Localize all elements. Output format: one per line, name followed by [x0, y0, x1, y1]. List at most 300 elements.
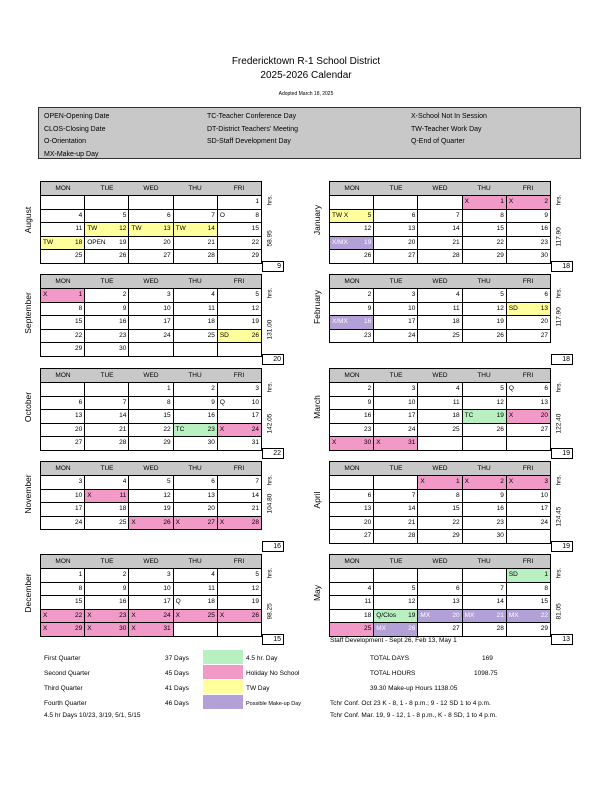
day-number: 8 [78, 304, 83, 312]
day-number: 19 [251, 318, 260, 325]
day-cell [330, 383, 374, 396]
day-number: 3 [411, 291, 416, 298]
day-cell [218, 316, 261, 329]
day-cell [129, 397, 173, 410]
day-cell [463, 490, 507, 503]
day-number: 18 [119, 505, 127, 512]
day-number: 4 [455, 291, 460, 298]
day-cell [218, 330, 261, 343]
day-cell [85, 303, 129, 316]
legend-item: CLOS-Closing Date [44, 125, 106, 133]
day-number: 9 [367, 304, 372, 312]
weekday-label: TUE [389, 558, 403, 565]
day-cell [85, 289, 129, 302]
day-cell [174, 503, 218, 516]
week-row [41, 343, 261, 356]
day-cell [218, 503, 261, 516]
week-row [41, 610, 261, 624]
day-number: 12 [251, 584, 260, 592]
day-number: 2 [367, 291, 372, 298]
day-cell [418, 303, 462, 316]
day-number: 8 [544, 584, 549, 592]
day-number: 18 [207, 598, 215, 605]
week-row [41, 410, 261, 424]
day-cell [85, 610, 129, 623]
day-cell [374, 569, 418, 582]
day-cell [41, 237, 85, 250]
day-cell [330, 289, 374, 302]
day-cell [218, 237, 261, 250]
day-cell [418, 490, 462, 503]
month-days-total: 13 [551, 634, 573, 645]
day-number: 7 [211, 211, 215, 219]
weekday-label: THU [477, 558, 491, 565]
hours-unit-label: hrs. [555, 287, 563, 299]
day-number: 24 [74, 518, 83, 526]
day-cell [129, 196, 173, 209]
day-number: 18 [74, 238, 83, 246]
day-number: 15 [163, 412, 171, 419]
day-cell [374, 196, 418, 209]
day-cell [85, 223, 129, 236]
day-number: 12 [119, 225, 127, 232]
day-cell [374, 530, 418, 543]
day-code: X [508, 412, 514, 419]
day-cell [129, 503, 173, 516]
day-cell [507, 210, 550, 223]
weekday-label: THU [188, 278, 202, 285]
day-number: 5 [255, 291, 260, 298]
day-number: 21 [207, 238, 215, 246]
day-cell [374, 383, 418, 396]
day-cell [374, 330, 418, 343]
quarter-label: Second Quarter [44, 670, 90, 677]
hours-unit-label: hrs. [555, 567, 563, 579]
day-code: SD [508, 571, 518, 578]
day-number: 26 [408, 625, 416, 632]
day-cell [85, 316, 129, 329]
day-code: X [43, 625, 48, 632]
day-cell [129, 383, 173, 396]
day-number: 13 [540, 398, 549, 406]
swatch-tw-day [203, 680, 243, 694]
week-row [41, 303, 261, 317]
day-number: 19 [496, 412, 504, 419]
day-cell [41, 343, 85, 356]
day-cell [218, 210, 261, 223]
day-cell [463, 503, 507, 516]
day-cell [129, 237, 173, 250]
day-number: 4 [78, 211, 83, 219]
day-cell [41, 196, 85, 209]
day-cell [418, 237, 462, 250]
week-row [41, 237, 261, 251]
week-row [41, 383, 261, 397]
weekday-label: TUE [100, 372, 114, 379]
day-code: MX [508, 611, 519, 619]
weekday-label: MON [55, 465, 71, 472]
day-code: Q [175, 598, 181, 605]
weekday-label: WED [143, 278, 159, 285]
day-cell [374, 210, 418, 223]
day-number: 29 [74, 625, 83, 632]
day-code: TW [175, 225, 186, 232]
day-number: 18 [363, 611, 372, 619]
day-number: 10 [408, 304, 416, 312]
hours-unit-label: hrs. [555, 474, 563, 486]
day-cell [85, 343, 129, 356]
calendar-year-title: 2025-2026 Calendar [260, 70, 352, 81]
day-cell [507, 476, 550, 489]
day-cell [507, 610, 550, 623]
day-number: 19 [251, 598, 260, 605]
day-number: 5 [367, 211, 372, 219]
day-cell [463, 223, 507, 236]
day-cell [41, 424, 85, 437]
month-table [40, 274, 262, 357]
day-cell [374, 303, 418, 316]
day-cell [218, 250, 261, 263]
day-number: 9 [544, 211, 549, 219]
day-cell [374, 490, 418, 503]
month-hours: 81.05 [555, 602, 563, 619]
day-number: 10 [251, 398, 260, 406]
day-number: 30 [496, 532, 504, 539]
month-days-total: 16 [262, 541, 284, 552]
day-cell [418, 623, 462, 636]
day-code: X [131, 518, 136, 526]
week-row [330, 237, 550, 251]
week-row [330, 610, 550, 624]
day-number: 3 [255, 385, 260, 392]
day-number: 9 [500, 491, 504, 499]
day-number: 25 [119, 518, 127, 526]
day-number: 5 [500, 291, 504, 298]
day-number: 20 [452, 611, 460, 619]
week-row [41, 517, 261, 530]
day-number: 26 [251, 611, 260, 619]
day-number: 14 [207, 225, 215, 232]
day-cell [330, 410, 374, 423]
day-number: 18 [452, 412, 460, 419]
day-cell [218, 610, 261, 623]
weekday-label: MON [344, 558, 360, 565]
day-cell [85, 196, 129, 209]
weekday-label: WED [432, 278, 448, 285]
day-cell [507, 223, 550, 236]
weekday-label: FRI [522, 278, 534, 285]
day-cell [174, 289, 218, 302]
day-cell [330, 490, 374, 503]
day-code: MX [420, 611, 431, 619]
legend-item: X-School Not In Session [411, 113, 487, 120]
day-number: 15 [251, 225, 260, 232]
quarter-label: Fourth Quarter [44, 700, 87, 707]
month-table [329, 274, 551, 343]
day-number: 16 [207, 412, 215, 419]
month-hours: 122.40 [555, 413, 563, 433]
day-number: 24 [163, 611, 171, 619]
weekday-header [330, 555, 550, 569]
day-number: 17 [251, 412, 260, 419]
week-row [41, 490, 261, 504]
week-row [330, 383, 550, 397]
day-number: 6 [166, 211, 171, 219]
day-cell [374, 517, 418, 530]
week-row [330, 397, 550, 411]
day-cell [374, 289, 418, 302]
day-cell [330, 250, 374, 263]
day-cell [129, 316, 173, 329]
day-number: 1 [166, 385, 171, 392]
day-number: 7 [411, 491, 416, 499]
day-number: 28 [119, 439, 127, 446]
adopted-date: Adopted March 18, 2025 [278, 91, 334, 97]
month-name: August [23, 206, 33, 233]
weekday-label: TUE [389, 185, 403, 192]
day-cell [374, 223, 418, 236]
day-cell [418, 476, 462, 489]
day-number: 7 [122, 398, 127, 406]
day-code: X/MX [332, 318, 348, 325]
hours-unit-label: hrs. [555, 194, 563, 206]
day-cell [129, 490, 173, 503]
day-cell [418, 517, 462, 530]
day-number: 6 [544, 385, 549, 392]
day-number: 14 [251, 491, 260, 499]
day-cell [174, 490, 218, 503]
quarter-days: 45 Days [165, 670, 189, 677]
legend-column-1 [44, 111, 109, 161]
day-number: 26 [363, 252, 372, 259]
day-code: TC [175, 425, 185, 433]
day-cell [507, 289, 550, 302]
day-number: 26 [496, 331, 504, 339]
week-row [330, 316, 550, 330]
day-cell [374, 596, 418, 609]
day-code: O [219, 211, 225, 219]
swatch-half-day [203, 650, 243, 664]
day-code: X [87, 611, 92, 619]
day-number: 15 [74, 598, 83, 605]
day-code: X [43, 611, 48, 619]
day-code: TW [131, 225, 142, 232]
day-number: 15 [452, 505, 460, 512]
week-row [41, 397, 261, 411]
day-cell [418, 330, 462, 343]
day-number: 6 [411, 211, 416, 219]
day-cell [507, 517, 550, 530]
day-cell [129, 289, 173, 302]
day-cell [218, 596, 261, 609]
month-table [329, 368, 551, 451]
week-row [330, 250, 550, 263]
day-cell [174, 610, 218, 623]
day-number: 24 [540, 518, 549, 526]
month-name: September [23, 291, 33, 334]
day-cell [85, 503, 129, 516]
swatch-label: 4.5 hr. Day [246, 655, 278, 662]
staff-development-note: Staff Development - Sept 26, Feb 13, May 1 [330, 637, 457, 644]
day-cell [174, 210, 218, 223]
day-cell [129, 223, 173, 236]
legend-item: Q-End of Quarter [411, 138, 465, 145]
month-days-total: 19 [551, 541, 573, 552]
day-code: TW [43, 238, 54, 246]
month-name: November [23, 473, 33, 514]
day-number: 20 [163, 238, 171, 246]
week-row [330, 517, 550, 531]
day-number: 6 [367, 491, 372, 499]
day-number: 23 [207, 425, 215, 433]
week-row [330, 530, 550, 543]
weekday-label: THU [477, 278, 491, 285]
day-cell [463, 383, 507, 396]
day-number: 11 [364, 598, 372, 605]
day-cell [85, 583, 129, 596]
day-number: 2 [211, 385, 215, 392]
day-number: 28 [251, 518, 260, 526]
day-cell [41, 596, 85, 609]
day-number: 14 [119, 412, 127, 419]
day-number: 23 [496, 518, 504, 526]
weekday-label: MON [55, 185, 71, 192]
day-number: 26 [163, 518, 171, 526]
day-cell [418, 503, 462, 516]
day-number: 25 [452, 425, 460, 433]
day-cell [507, 397, 550, 410]
day-number: 6 [544, 291, 549, 298]
day-cell [129, 623, 173, 636]
month-table [329, 181, 551, 264]
day-cell [85, 517, 129, 530]
day-number: 18 [452, 318, 460, 325]
day-number: 18 [207, 318, 215, 325]
district-title: Fredericktown R-1 School District [231, 56, 381, 67]
weekday-label: FRI [233, 558, 245, 565]
day-number: 8 [78, 584, 83, 592]
day-number: 23 [363, 331, 372, 339]
day-number: 17 [408, 318, 416, 325]
hours-unit-label: hrs. [555, 381, 563, 393]
day-cell [330, 596, 374, 609]
day-cell [374, 623, 418, 636]
day-number: 7 [255, 478, 260, 485]
day-number: 16 [119, 598, 127, 605]
day-cell [374, 610, 418, 623]
week-row [330, 303, 550, 317]
month-hours: 58.95 [266, 229, 274, 246]
month-hours: 104.80 [266, 493, 274, 514]
weekday-label: WED [432, 372, 448, 379]
day-number: 4 [367, 584, 372, 592]
day-cell [41, 517, 85, 530]
week-row [330, 330, 550, 343]
day-cell [129, 610, 173, 623]
day-cell [174, 250, 218, 263]
weekday-header [330, 275, 550, 289]
weekday-header [330, 182, 550, 196]
week-row [330, 569, 550, 583]
day-cell [418, 196, 462, 209]
day-code: MX [376, 625, 386, 632]
week-row [330, 410, 550, 424]
day-cell [85, 596, 129, 609]
weekday-label: TUE [100, 185, 114, 192]
day-number: 25 [363, 625, 372, 632]
month-name: March [312, 394, 322, 419]
weekday-header [41, 275, 261, 289]
day-number: 23 [363, 425, 372, 433]
day-cell [41, 437, 85, 450]
day-cell [85, 397, 129, 410]
weekday-label: MON [344, 278, 360, 285]
day-number: 20 [408, 238, 416, 246]
day-number: 25 [74, 252, 83, 259]
day-cell [418, 383, 462, 396]
hours-unit-label: hrs. [266, 287, 274, 299]
quarter-label: Third Quarter [44, 685, 83, 692]
day-number: 22 [496, 238, 504, 246]
day-cell [418, 223, 462, 236]
day-code: X [464, 478, 469, 485]
weekday-label: WED [432, 465, 448, 472]
day-code: X/MX [332, 238, 348, 246]
day-cell [507, 583, 550, 596]
day-cell [330, 196, 374, 209]
day-number: 1 [544, 571, 549, 578]
week-row [41, 623, 261, 636]
day-cell [330, 503, 374, 516]
day-cell [129, 476, 173, 489]
day-cell [174, 237, 218, 250]
week-row [330, 223, 550, 237]
day-cell [218, 569, 261, 582]
day-number: 19 [496, 318, 504, 325]
makeup-hours: 39.30 Make-up Hours 1138.05 [370, 685, 458, 692]
day-cell [129, 210, 173, 223]
day-number: 5 [122, 211, 127, 219]
day-number: 17 [74, 505, 83, 512]
day-number: 5 [411, 584, 416, 592]
weekday-label: THU [477, 465, 491, 472]
day-number: 8 [255, 211, 260, 219]
month-table [40, 554, 262, 637]
day-number: 6 [211, 478, 215, 485]
day-cell [174, 316, 218, 329]
week-row [41, 569, 261, 583]
day-number: 14 [452, 225, 460, 232]
day-number: 21 [496, 611, 504, 619]
day-cell [218, 476, 261, 489]
conference-note-october: Tchr Conf. Oct 23 K - 8, 1 - 8 p.m.; 9 - 12 SD 1 to 4 p.m. [330, 700, 491, 707]
day-cell [330, 437, 374, 450]
weekday-label: THU [188, 372, 202, 379]
day-cell [41, 476, 85, 489]
day-number: 1 [78, 291, 83, 298]
week-row [41, 196, 261, 210]
week-row [330, 490, 550, 504]
quarter-label: First Quarter [44, 655, 81, 662]
day-cell [129, 596, 173, 609]
day-cell [463, 250, 507, 263]
week-row [330, 210, 550, 224]
day-cell [129, 250, 173, 263]
day-cell [418, 583, 462, 596]
day-cell [218, 437, 261, 450]
day-number: 14 [496, 598, 504, 605]
day-cell [174, 569, 218, 582]
